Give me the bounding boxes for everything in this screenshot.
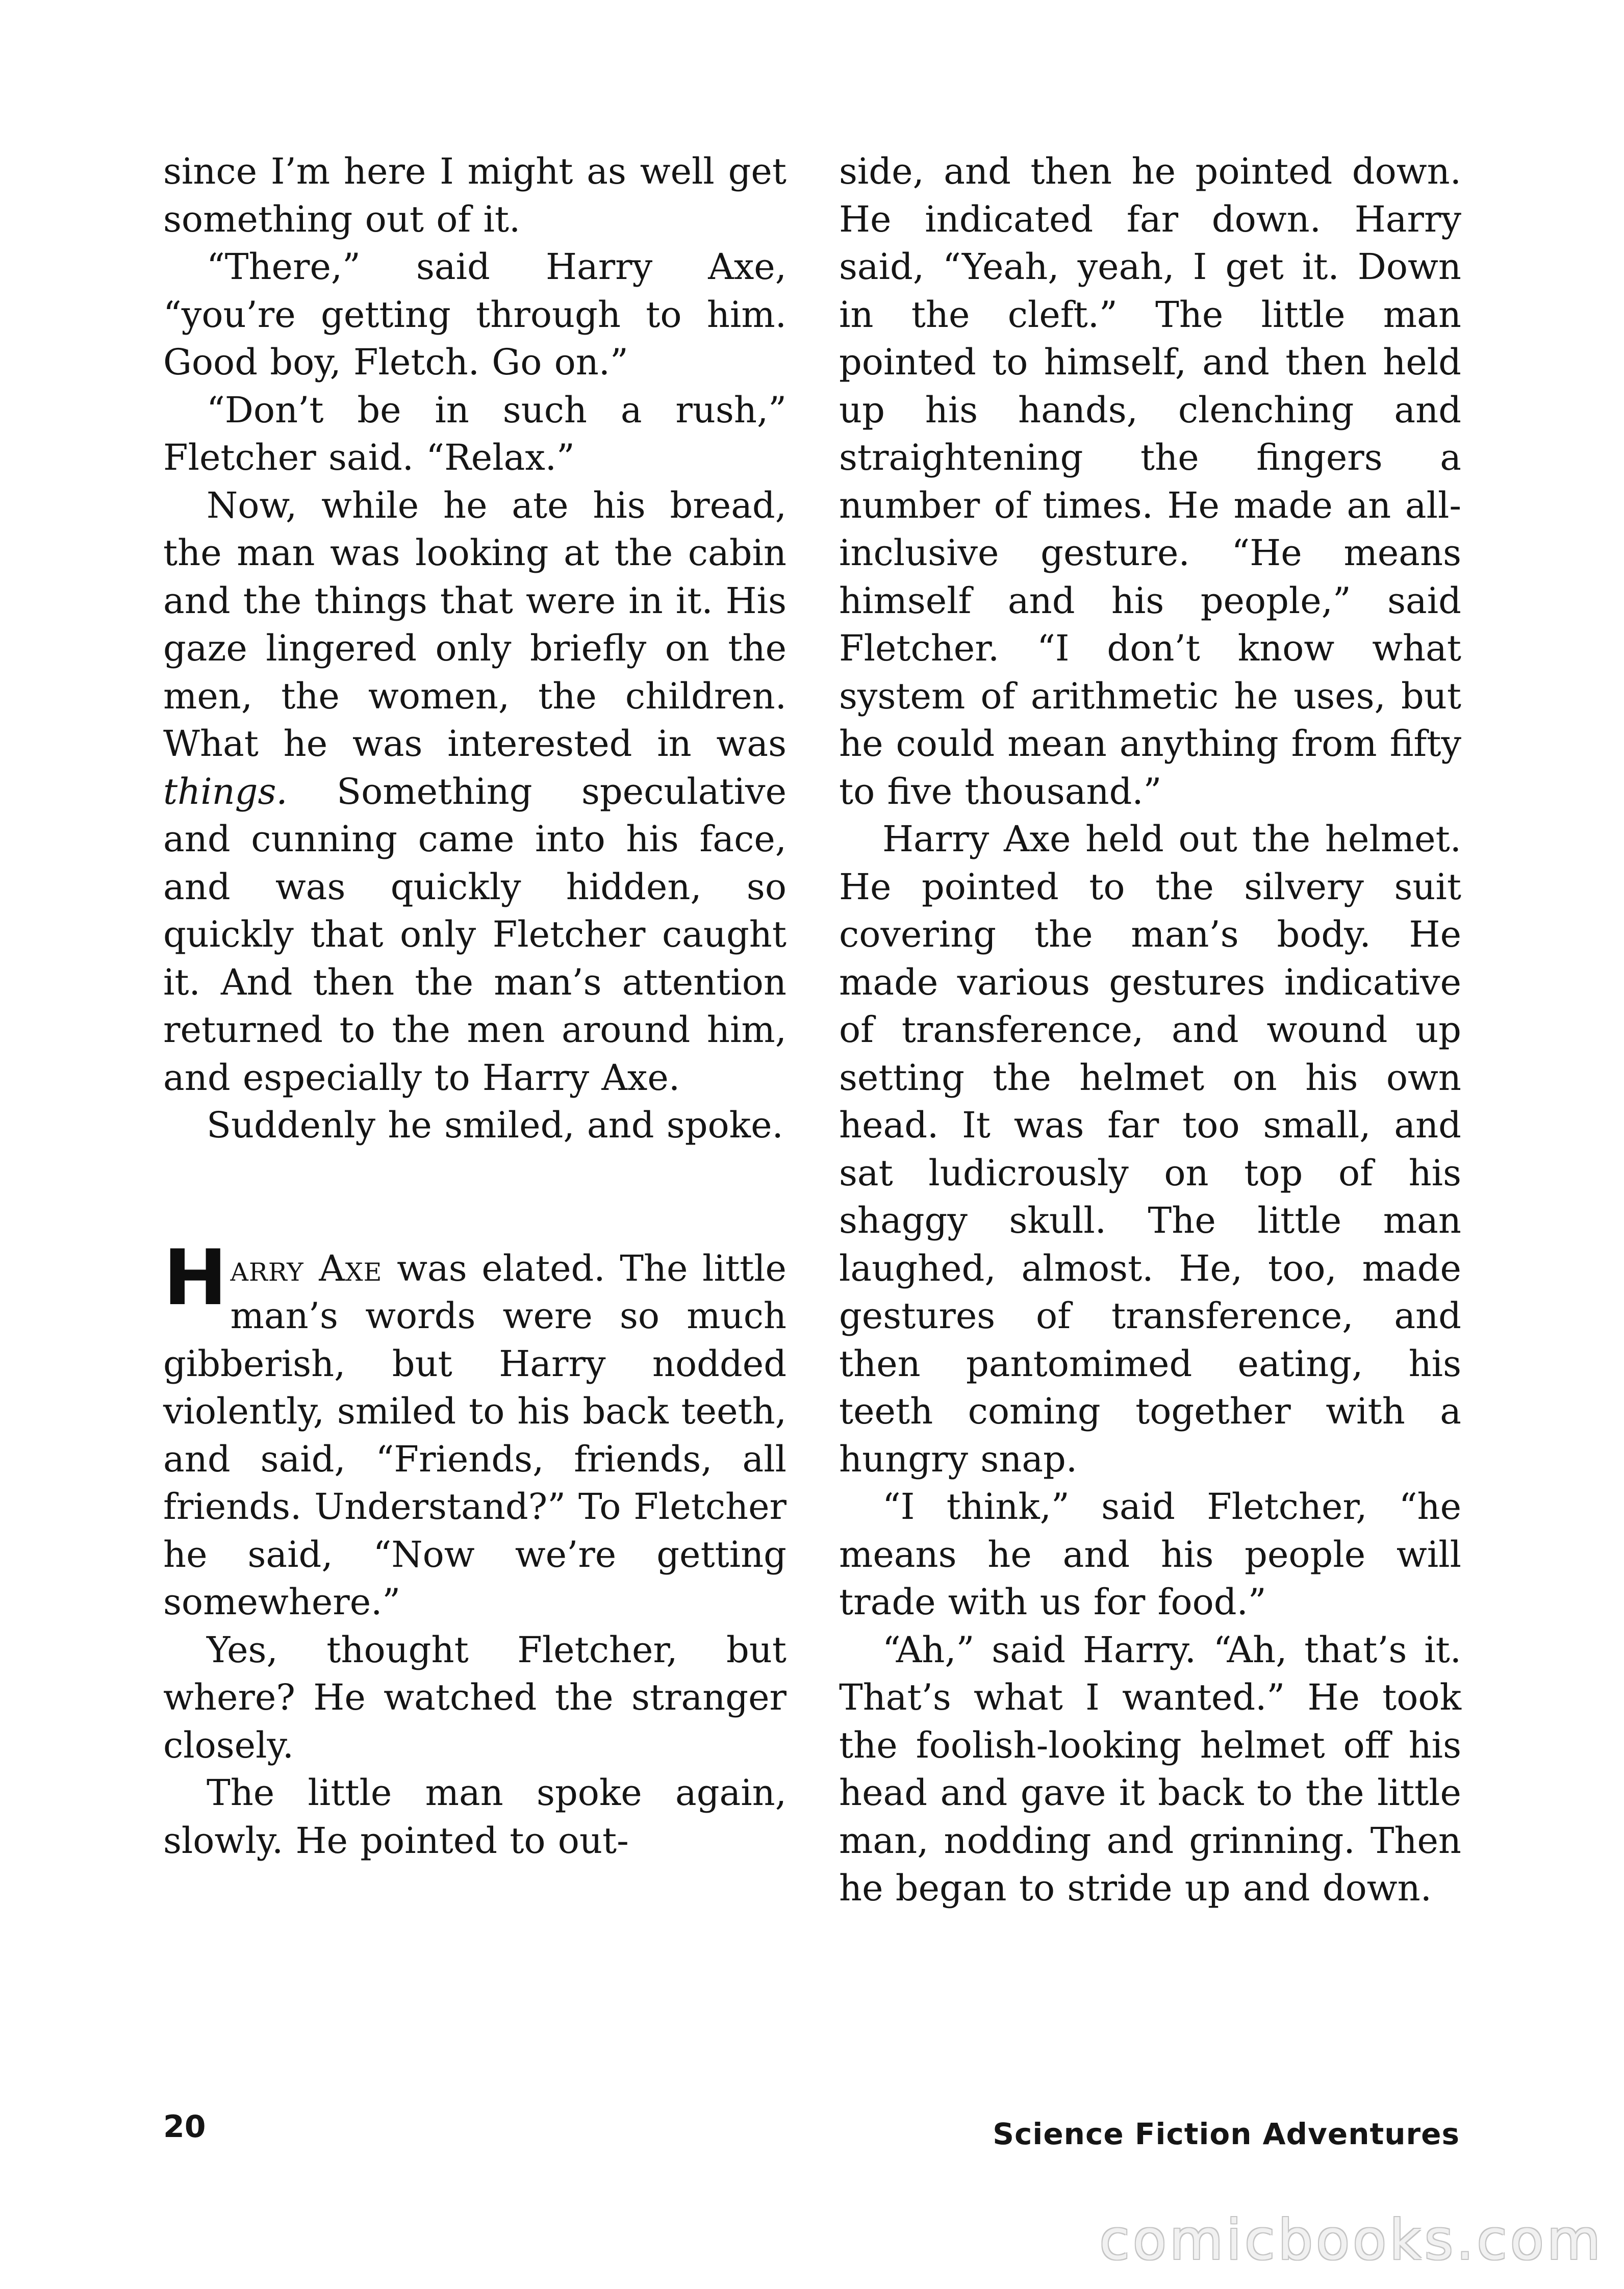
watermark: comicbooks.com <box>1099 2208 1604 2272</box>
section-opening-paragraph <box>163 1233 786 1626</box>
drop-cap: H <box>163 1233 227 1322</box>
paragraph-text: Now, while he ate his bread, the man was looking at the cabin and the things that were in it. His gaze lingered only briefly on the men, the women, the children. What he was interested in was <box>163 484 786 765</box>
paragraph-text: Something speculative and cunning came into his face, and was quickly hidden, so quickly that only Fletcher caught it. And then the man’s attention returned to the men around him, and especially to Harry Axe. <box>163 770 786 1099</box>
left-text-column <box>163 148 786 1865</box>
paragraph: Harry Axe held out the helmet. He pointed to the silvery suit covering the man’s body. He made various gestures indicative of transference, and wound up setting the helmet on his own head. It was far too small, and sat ludicrously on top of his shaggy skull. The little man laughed, almost. He, too, made gestures of transference, and then pantomimed eating, his teeth coming together with a hungry snap. <box>839 818 1461 1480</box>
paragraph-continued: side, and then he pointed down. He indicated far down. Harry said, “Yeah, yeah, I get it. Down in the cleft.” The little man pointed to himself, and then held up his hands, clenching and straightening the fingers a number of times. He made an all-inclusive gesture. “He means himself and his people,” said Fletcher. “I don’t know what system of arithmetic he uses, but he could mean anything from fifty to five thousand.” <box>839 150 1461 812</box>
paragraph: “I think,” said Fletcher, “he means he and his people will trade with us for food.” <box>839 1486 1461 1623</box>
paragraph <box>163 482 786 1102</box>
section-break <box>163 1150 786 1245</box>
small-caps-lead: arry Axe <box>230 1247 383 1289</box>
page-number: 20 <box>163 2109 206 2145</box>
magazine-title-footer: Science Fiction Adventures <box>993 2117 1460 2151</box>
paragraph-continued: since I’m here I might as well get something out of it. <box>163 150 786 240</box>
paragraph: Suddenly he smiled, and spoke. <box>207 1104 783 1146</box>
right-text-column <box>839 148 1461 1913</box>
paragraph: “There,” said Harry Axe, “you’re getting through to him. Good boy, Fletch. Go on.” <box>163 246 786 383</box>
paragraph: Yes, thought Fletcher, but where? He watched the stranger closely. <box>163 1629 786 1766</box>
paragraph: The little man spoke again, slowly. He pointed to out- <box>163 1772 786 1862</box>
emphasized-word: things. <box>163 770 288 812</box>
paragraph: “Ah,” said Harry. “Ah, that’s it. That’s what I wanted.” He took the foolish-looking helmet off his head and gave it back to the little man, nodding and grinning. Then he began to stride up and down. <box>839 1629 1461 1909</box>
paragraph-text: was elated. The little man’s words were so much gibberish, but Harry nodded violently, smiled to his back teeth, and said, “Friends, friends, all friends. Understand?” To Fletcher he said, “Now we’re getting somewhere.” <box>163 1247 786 1623</box>
paragraph: “Don’t be in such a rush,” Fletcher said. “Relax.” <box>163 389 786 478</box>
